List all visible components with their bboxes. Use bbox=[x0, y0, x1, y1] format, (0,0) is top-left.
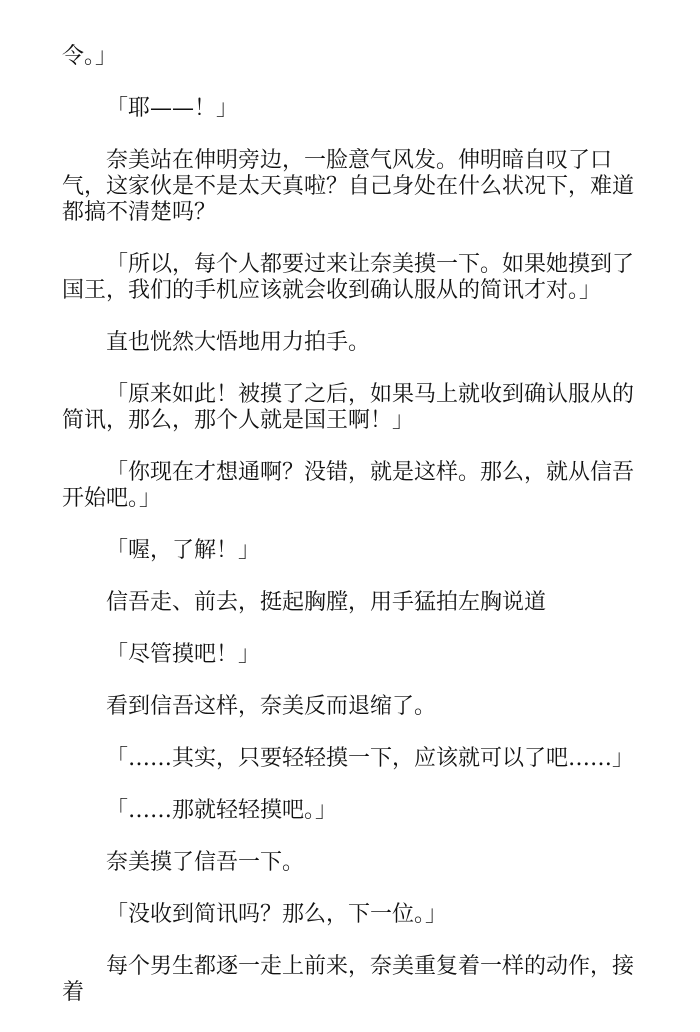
paragraph-7: 「你现在才想通啊？没错，就是这样。那么，就从信吾开始吧。」 bbox=[62, 460, 635, 511]
paragraph-14: 奈美摸了信吾一下。 bbox=[106, 850, 305, 875]
paragraph-16: 每个男生都逐一走上前来，奈美重复着一样的动作，接着 bbox=[62, 954, 635, 1005]
paragraph-9: 信吾走、前去，挺起胸膛，用手猛拍左胸说道 bbox=[106, 590, 547, 615]
paragraph-2: 「耶——！」 bbox=[106, 96, 239, 121]
paragraph-8: 「喔，了解！」 bbox=[106, 538, 261, 563]
paragraph-13: 「……那就轻轻摸吧。」 bbox=[106, 798, 338, 823]
paragraph-6: 「原来如此！被摸了之后，如果马上就收到确认服从的简讯，那么，那个人就是国王啊！」 bbox=[62, 382, 635, 433]
paragraph-11: 看到信吾这样，奈美反而退缩了。 bbox=[106, 694, 437, 719]
paragraph-5: 直也恍然大悟地用力拍手。 bbox=[106, 330, 371, 355]
paragraph-3: 奈美站在伸明旁边，一脸意气风发。伸明暗自叹了口气，这家伙是不是太天真啦？自己身处在什么状况下，难道都搞不清楚吗？ bbox=[62, 148, 635, 225]
paragraph-12: 「……其实，只要轻轻摸一下，应该就可以了吧……」 bbox=[106, 746, 635, 771]
paragraph-4: 「所以，每个人都要过来让奈美摸一下。如果她摸到了国王，我们的手机应该就会收到确认服从的简讯才对。」 bbox=[62, 252, 635, 303]
paragraph-1: 令。」 bbox=[62, 44, 118, 69]
paragraph-10: 「尽管摸吧！」 bbox=[106, 642, 261, 667]
book-page bbox=[62, 44, 640, 1032]
paragraph-15: 「没收到简讯吗？那么，下一位。」 bbox=[106, 902, 448, 927]
